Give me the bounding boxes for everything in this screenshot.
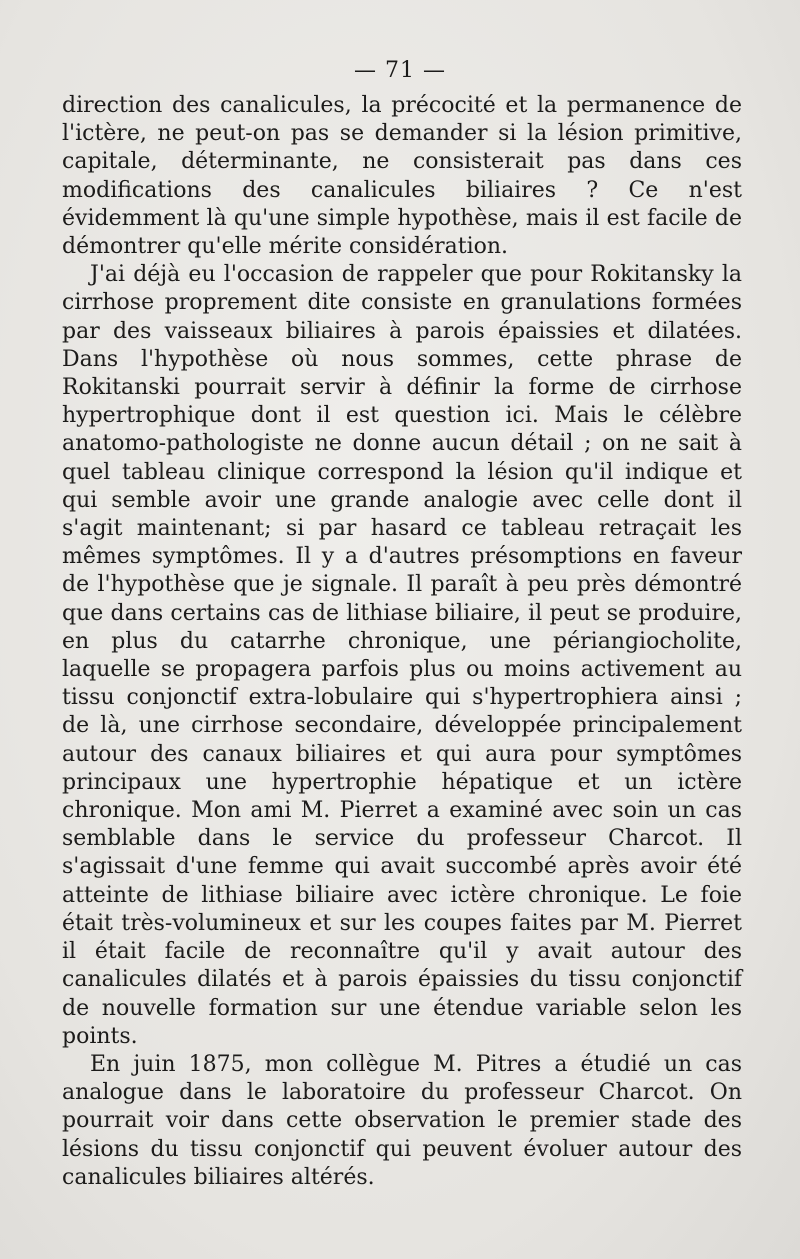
paragraph: En juin 1875, mon collègue M. Pitres a étudié un cas analogue dans le laboratoire du professeur Charcot. On pourrait voir dans cette observation le premier stade des lésions du tissu conjonctif qui peuvent évoluer autour des canalicules biliaires altérés. [62, 1051, 742, 1190]
paragraph: J'ai déjà eu l'occasion de rappeler que pour Rokitansky la cirrhose proprement dite consiste en granulations formées par des vaisseaux biliaires à parois épaissies et dilatées. Dans l'hypothèse où nous sommes, cette phrase de Rokitanski pourrait servir à définir la forme de cirrhose hypertrophique dont il est question ici. Mais le célèbre anatomo-pathologiste ne donne aucun détail ; on ne sait à quel tableau clinique correspond la lésion qu'il indique et qui semble avoir une grande analogie avec celle dont il s'agit maintenant; si par hasard ce tableau retraçait les mêmes symptômes. Il y a d'autres présomptions en faveur de l'hypothèse que je signale. Il paraît à peu près démontré que dans certains cas de lithiase biliaire, il peut se produire, en plus du catarrhe chronique, une périangiocholite, laquelle se propagera parfois plus ou moins activement au tissu conjonctif extra-lobulaire qui s'hypertrophiera ainsi ; de là, une cirrhose secondaire, développée principalement autour des canaux biliaires et qui aura pour symptômes principaux une hypertrophie hépatique et un ictère chronique. Mon ami M. Pierret a examiné avec soin un cas semblable dans le service du professeur Charcot. Il s'agissait d'une femme qui avait succombé après avoir été atteinte de lithiase biliaire avec ictère chronique. Le foie était très-volumineux et sur les coupes faites par M. Pierret il était facile de reconnaître qu'il y avait autour des canalicules dilatés et à parois épaissies du tissu conjonctif de nouvelle formation sur une étendue variable selon les points. [62, 262, 742, 1049]
page-number: — 71 — [354, 58, 446, 83]
paragraph: direction des canalicules, la précocité et la permanence de l'ictère, ne peut-on pas se demander si la lésion primitive, capitale, déterminante, ne consisterait pas dans ces modifications des canalicules biliaires ? Ce n'est évidemment là qu'une simple hypothèse, mais il est facile de démontrer qu'elle mérite considération. [62, 93, 742, 260]
body-text [62, 92, 742, 1192]
